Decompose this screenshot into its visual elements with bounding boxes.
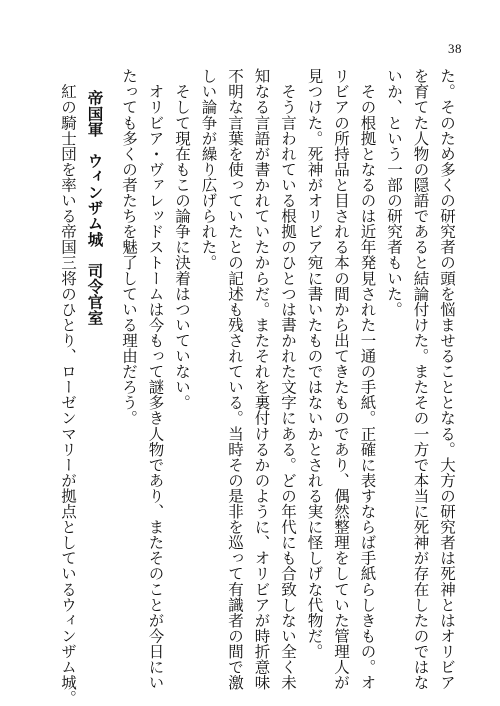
text-line: た。そのため多くの研究者の頭を悩ませることとなる。大方の研究者は死神とはオリビア <box>438 68 456 690</box>
text-line: 不明な言葉を使っていたとの記述も残されている。当時その是非を巡って有識者の間で激 <box>226 68 244 690</box>
section-heading: 帝国軍 ウィンザム城 司令官室 <box>85 90 104 326</box>
text-line: たっても多くの者たちを魅了している理由だろう。 <box>120 68 138 426</box>
text-line: その根拠となるのは近年発見された一通の手紙。正確に表すならば手紙らしきもの。オ <box>358 68 377 690</box>
vertical-body-text <box>55 68 461 706</box>
section-gap <box>108 68 116 683</box>
text-line: 紅の騎士団を率いる帝国三将のひとり、ローゼンマリーが拠点としているウィンザム城。 <box>59 68 77 706</box>
text-line: 知なる言語が書かれていたからだ。またそれを裏付けるかのように、オリビアが時折意味 <box>252 68 271 690</box>
text-line: 見つけた。死神がオリビア宛に書いたものではないかとされる実に怪しげな代物だ。 <box>305 68 324 659</box>
text-line: を育てた人物の隠語であると結論付けた。またその一方で本当に死神が存在したのではな <box>411 68 430 690</box>
page-number: 38 <box>448 41 462 56</box>
text-line: オリビア・ヴァレッドストームは今もって謎多き人物であり、またそのことが今日にい <box>146 68 165 690</box>
text-line: いか、という一部の研究者もいた。 <box>385 68 403 317</box>
text-line: しい論争が繰り広げられた。 <box>199 68 218 271</box>
text-line: そして現在もこの論争に決着はついていない。 <box>173 68 191 411</box>
text-line: リビアの所持品と目される本の間から出てきたものであり、偶然整理をしていた管理人が <box>332 68 350 690</box>
text-line: そう言われている根拠のひとつは書かれた文字にある。どの年代にも合致しない全く未 <box>279 68 297 690</box>
